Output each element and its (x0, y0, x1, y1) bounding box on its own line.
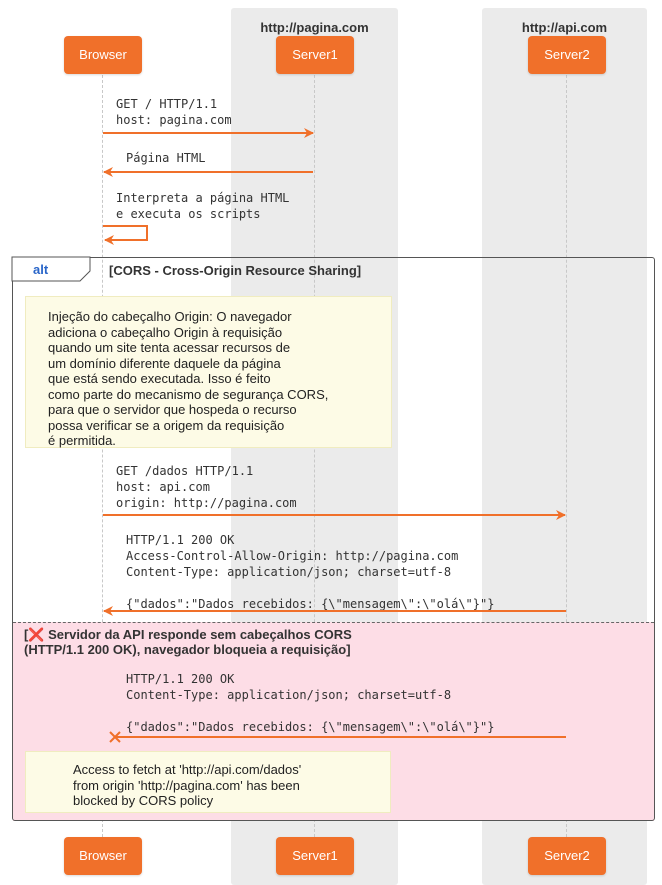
message-get-root: GET / HTTP/1.1 host: pagina.com (116, 97, 232, 127)
participant-browser-top[interactable]: Browser (64, 36, 142, 74)
else-title: [❌ Servidor da API responde sem cabeçalhos CORS (HTTP/1.1 200 OK), navegador bloqueia a requisição] (24, 627, 352, 657)
message-html-page: Página HTML (126, 151, 206, 165)
group-title-api: http://api.com (521, 20, 608, 35)
participant-browser-bottom[interactable]: Browser (64, 837, 142, 875)
participant-server1-bottom[interactable]: Server1 (276, 837, 354, 875)
note-origin-header: Injeção do cabeçalho Origin: O navegador adiciona o cabeçalho Origin à requisição quando um site tenta acessar recursos de um domínio diferente daquele da página que está sendo executada. Isso é feito como parte do mecanismo de segurança CORS, para que o servidor que hospeda o recurso possa verificar se a origem da requisição é permitida. (25, 296, 392, 448)
participant-server2-bottom[interactable]: Server2 (528, 837, 606, 875)
group-title-pagina: http://pagina.com (260, 20, 369, 35)
message-interpret: Interpreta a página HTML e executa os scripts (116, 191, 290, 221)
message-response-nocors: HTTP/1.1 200 OK Content-Type: application/json; charset=utf-8 {"dados":"Dados recebidos: {\"mensagem\":\"olá\"}"} (126, 672, 495, 734)
alt-label: alt (33, 262, 49, 277)
arrow-self-interpret (103, 226, 147, 240)
message-response-cors: HTTP/1.1 200 OK Access-Control-Allow-Origin: http://pagina.com Content-Type: application/json; charset=utf-8 {"dados":"Dados recebidos: {\"mensagem\":\"olá\"}"} (126, 533, 495, 611)
message-get-dados: GET /dados HTTP/1.1 host: api.com origin: http://pagina.com (116, 464, 297, 510)
participant-server1-top[interactable]: Server1 (276, 36, 354, 74)
note-cors-error: Access to fetch at 'http://api.com/dados' from origin 'http://pagina.com' has been blocked by CORS policy (25, 751, 391, 813)
alt-title: [CORS - Cross-Origin Resource Sharing] (109, 263, 362, 278)
participant-server2-top[interactable]: Server2 (528, 36, 606, 74)
